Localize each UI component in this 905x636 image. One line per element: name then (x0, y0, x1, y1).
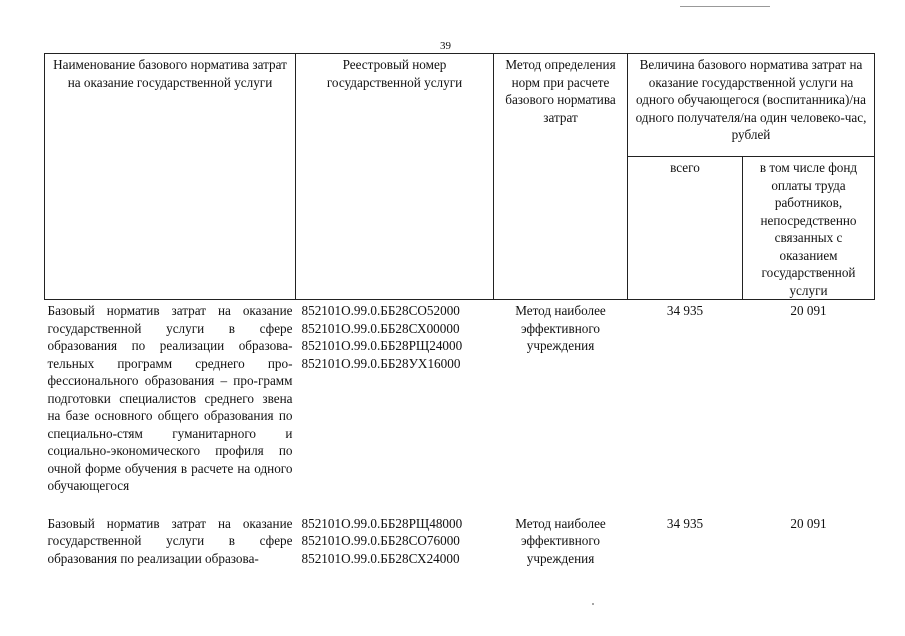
scan-speck (592, 603, 594, 605)
method: Метод наиболее эффективного учреждения (515, 303, 606, 353)
registry-number: 852101О.99.0.ББ28РЩ24000 (301, 338, 463, 353)
value-total: 34 935 (666, 303, 704, 318)
value-fund: 20 091 (790, 303, 827, 318)
method: Метод наиболее эффективного учреждения (515, 515, 606, 566)
value-fund: 20 091 (790, 515, 827, 531)
scan-top-edge (0, 0, 905, 1)
registry-number: 852101О.99.0.ББ28СХ24000 (301, 550, 460, 566)
registry-numbers (296, 513, 494, 568)
registry-number: 852101О.99.0.ББ28УХ16000 (301, 355, 461, 371)
row-spacer (45, 495, 875, 513)
norm-table (44, 53, 875, 567)
value-total: 34 935 (666, 515, 704, 531)
table-row (45, 513, 875, 568)
norm-name: Базовый норматив затрат на оказание государственной услуги в сфере образования по реализации образова-тельных программ среднего про-фессионального образования – про-грамм подготовки специалистов среднего звена на базе основного общего образования по специально-стям гуманитарного и социально-экономического профиля по очной форме обучения в расчете на одного обучающегося (47, 303, 293, 493)
registry-number: 852101О.99.0.ББ28СХ00000 (301, 320, 460, 336)
table-row (45, 300, 875, 495)
header-total: всего (628, 157, 743, 300)
norm-name: Базовый норматив затрат на оказание государственной услуги в сфере образования по реализации образова- (47, 515, 293, 566)
page-number: 39 (440, 40, 451, 52)
registry-number: 852101О.99.0.ББ28СО76000 (301, 533, 460, 548)
registry-number: 852101О.99.0.ББ28СО52000 (301, 303, 460, 318)
scan-mark (680, 6, 770, 7)
header-fund: в том числе фонд оплаты труда работников, непосредственно связанных с оказанием государственной услуги (743, 157, 875, 300)
header-method: Метод определения норм при расчете базового норматива затрат (494, 54, 628, 300)
table-header (45, 54, 875, 300)
header-name: Наименование базового норматива затрат на оказание государственной услуги (45, 54, 296, 300)
registry-numbers (296, 300, 494, 495)
header-registry: Реестровый номер государственной услуги (296, 54, 494, 300)
registry-number: 852101О.99.0.ББ28РЩ48000 (301, 515, 463, 531)
header-value: Величина базового норматива затрат на оказание государственной услуги на одного обучающегося (воспитанника)/на одного получателя/на один человеко-час, рублей (628, 54, 875, 157)
